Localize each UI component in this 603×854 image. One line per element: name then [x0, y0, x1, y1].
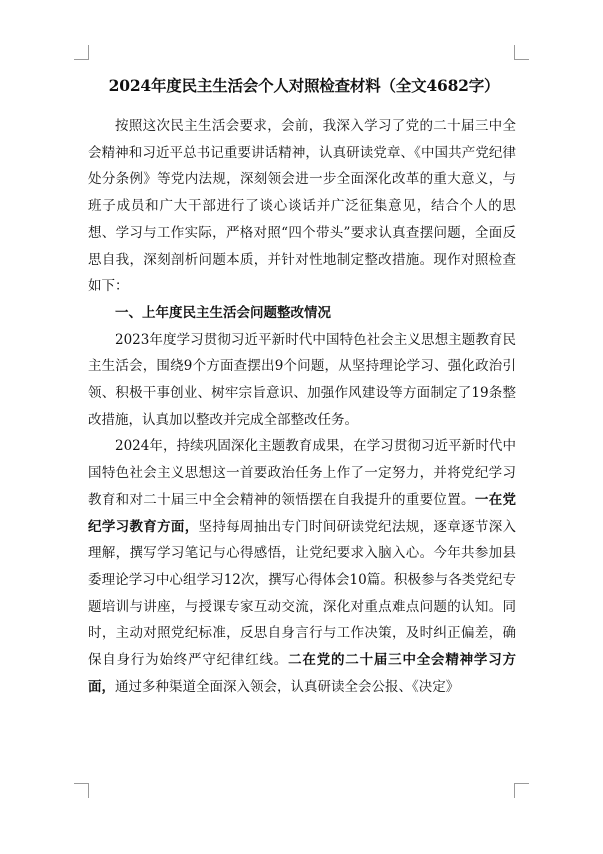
- crop-mark-bottom-right: [514, 783, 529, 798]
- crop-mark-top-left: [74, 45, 89, 60]
- section-heading-1: 一、上年度民主生活会问题整改情况: [115, 304, 331, 321]
- paragraph-middle: 坚持每周抽出专门时间研读党纪法规，逐章逐节深入理解，撰写学习笔记与心得感悟，让党纪要求入脑入心。今年共参加县委理论学习中心组学习12次，撰写心得体会10篇。积极参与各类党纪专题培训与讲座，与授课专家互动交流，深化对重点难点问题的认知。同时，主动对照党纪标准，反思自身言行与工作决策，及时纠正偏差，确保自身行为始终严守纪律红线。: [88, 518, 517, 669]
- crop-mark-top-right: [514, 45, 529, 60]
- paragraph-tail: 通过多种渠道全面深入领会，认真研读全会公报、《决定》: [115, 678, 460, 695]
- document-title: 2024年度民主生活会个人对照检查材料（全文4682字）: [108, 76, 500, 95]
- bold-subheading-2: 二在党的二十届三中全会精神学习方面，: [88, 652, 517, 695]
- crop-mark-bottom-left: [74, 783, 89, 798]
- bold-subheading-1: 一在党纪学习教育方面，: [88, 491, 517, 535]
- paragraph-lead: 2024年，持续巩固深化主题教育成果，在学习贯彻习近平新时代中国特色社会主义思想这一首要政治任务上作了一定努力，并将党纪学习教育和对二十届三中全会精神的领悟摆在自我提升的重要位置。: [88, 438, 516, 508]
- section1-paragraph-1: 2023年度学习贯彻习近平新时代中国特色社会主义思想主题教育民主生活会，围绕9个方面查摆出9个问题，从坚持理论学习、强化政治引领、积极干事创业、树牢宗旨意识、加强作风建设等方面制定了19条整改措施，认真加以整改并完成全部整改任务。: [88, 331, 516, 428]
- document-body: [88, 113, 516, 700]
- section1-paragraph-2: [88, 433, 516, 700]
- intro-paragraph: 按照这次民主生活会要求，会前，我深入学习了党的二十届三中全会精神和习近平总书记重要讲话精神，认真研读党章、《中国共产党纪律处分条例》等党内法规，深刻领会进一步全面深化改革的重大意义，与班子成员和广大干部进行了谈心谈话并广泛征集意见，结合个人的思想、学习与工作实际，严格对照“四个带头”要求认真查摆问题，全面反思自我，深刻剖析问题本质，并针对性地制定整改措施。现作对照检查如下：: [88, 118, 516, 295]
